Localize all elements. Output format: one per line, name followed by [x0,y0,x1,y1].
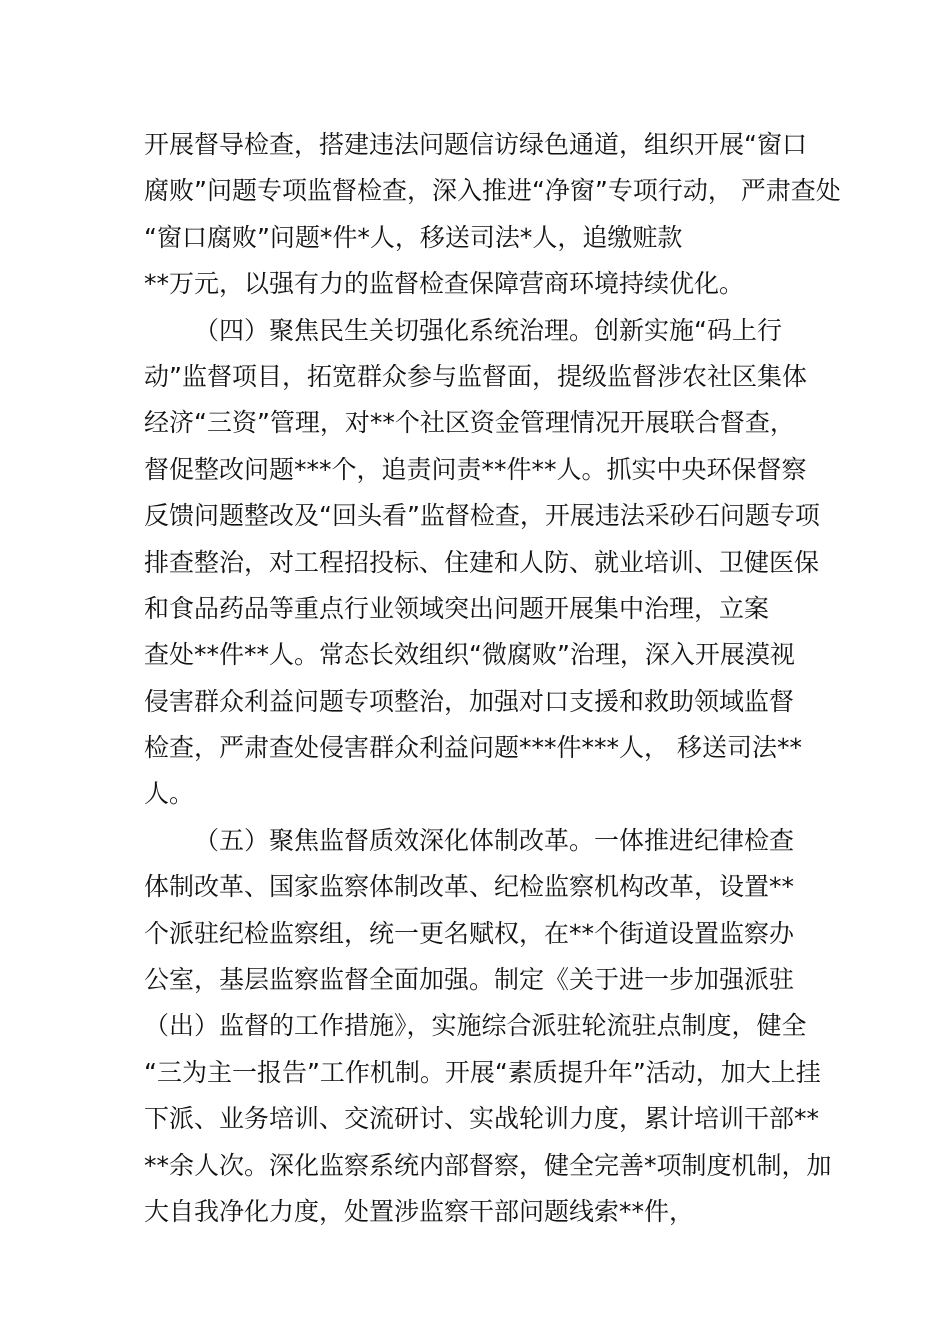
text-line: 公室，基层监察监督全面加强。制定《关于进一步加强派驻 [144,965,795,995]
text-line: 下派、业务培训、交流研讨、实战轮训力度，累计培训干部** [144,1104,820,1134]
text-line: **余人次。深化监察系统内部督察，健全完善*项制度机制，加 [144,1150,832,1180]
text-line: 个派驻纪检监察组，统一更名赋权，在**个街道设置监察办 [144,918,795,948]
text-line: 大自我净化力度，处置涉监察干部问题线索**件， [144,1196,695,1226]
text-line: 检查，严肃查处侵害群众利益问题***件***人， 移送司法** [144,733,802,763]
text-line: 腐败”问题专项监督检查，深入推进“净窗”专项行动， 严肃查处 [144,176,841,206]
text-line: 督促整改问题***个，追责问责**件**人。抓实中央环保督察 [144,454,807,484]
text-line: 人。 [144,779,195,809]
text-line: **万元，以强有力的监督检查保障营商环境持续优化。 [144,269,745,299]
document-body [144,122,841,1235]
text-line: 开展督导检查，搭建违法问题信访绿色通道，组织开展“窗口 [144,130,807,159]
text-line: 和食品药品等重点行业领域突出问题开展集中治理，立案 [144,593,770,623]
text-line: 经济“三资”管理，对**个社区资金管理情况开展联合督查， [144,408,795,438]
section-heading-line: （五）聚焦监督质效深化体制改革。一体推进纪律检查 [194,825,795,855]
section-heading-line: （四）聚焦民生关切强化系统治理。创新实施“码上行 [194,315,782,345]
text-line: 动”监督项目，拓宽群众参与监督面，提级监督涉农社区集体 [144,361,807,391]
text-line: （出）监督的工作措施》，实施综合派驻轮流驻点制度，健全 [144,1011,807,1041]
text-line: 排查整治，对工程招投标、住建和人防、就业培训、卫健医保 [144,547,820,577]
text-line: 查处**件**人。常态长效组织“微腐败”治理，深入开展漠视 [144,640,795,670]
text-line: 侵害群众利益问题专项整治，加强对口支援和救助领域监督 [144,686,795,716]
text-line: “三为主一报告”工作机制。开展“素质提升年”活动，加大上挂 [144,1057,821,1087]
text-line: “窗口腐败”问题*件*人，移送司法*人，追缴赃款 [144,222,683,252]
text-line: 体制改革、国家监察体制改革、纪检监察机构改革，设置** [144,872,795,902]
text-line: 反馈问题整改及“回头看”监督检查，开展违法采砂石问题专项 [144,501,820,531]
